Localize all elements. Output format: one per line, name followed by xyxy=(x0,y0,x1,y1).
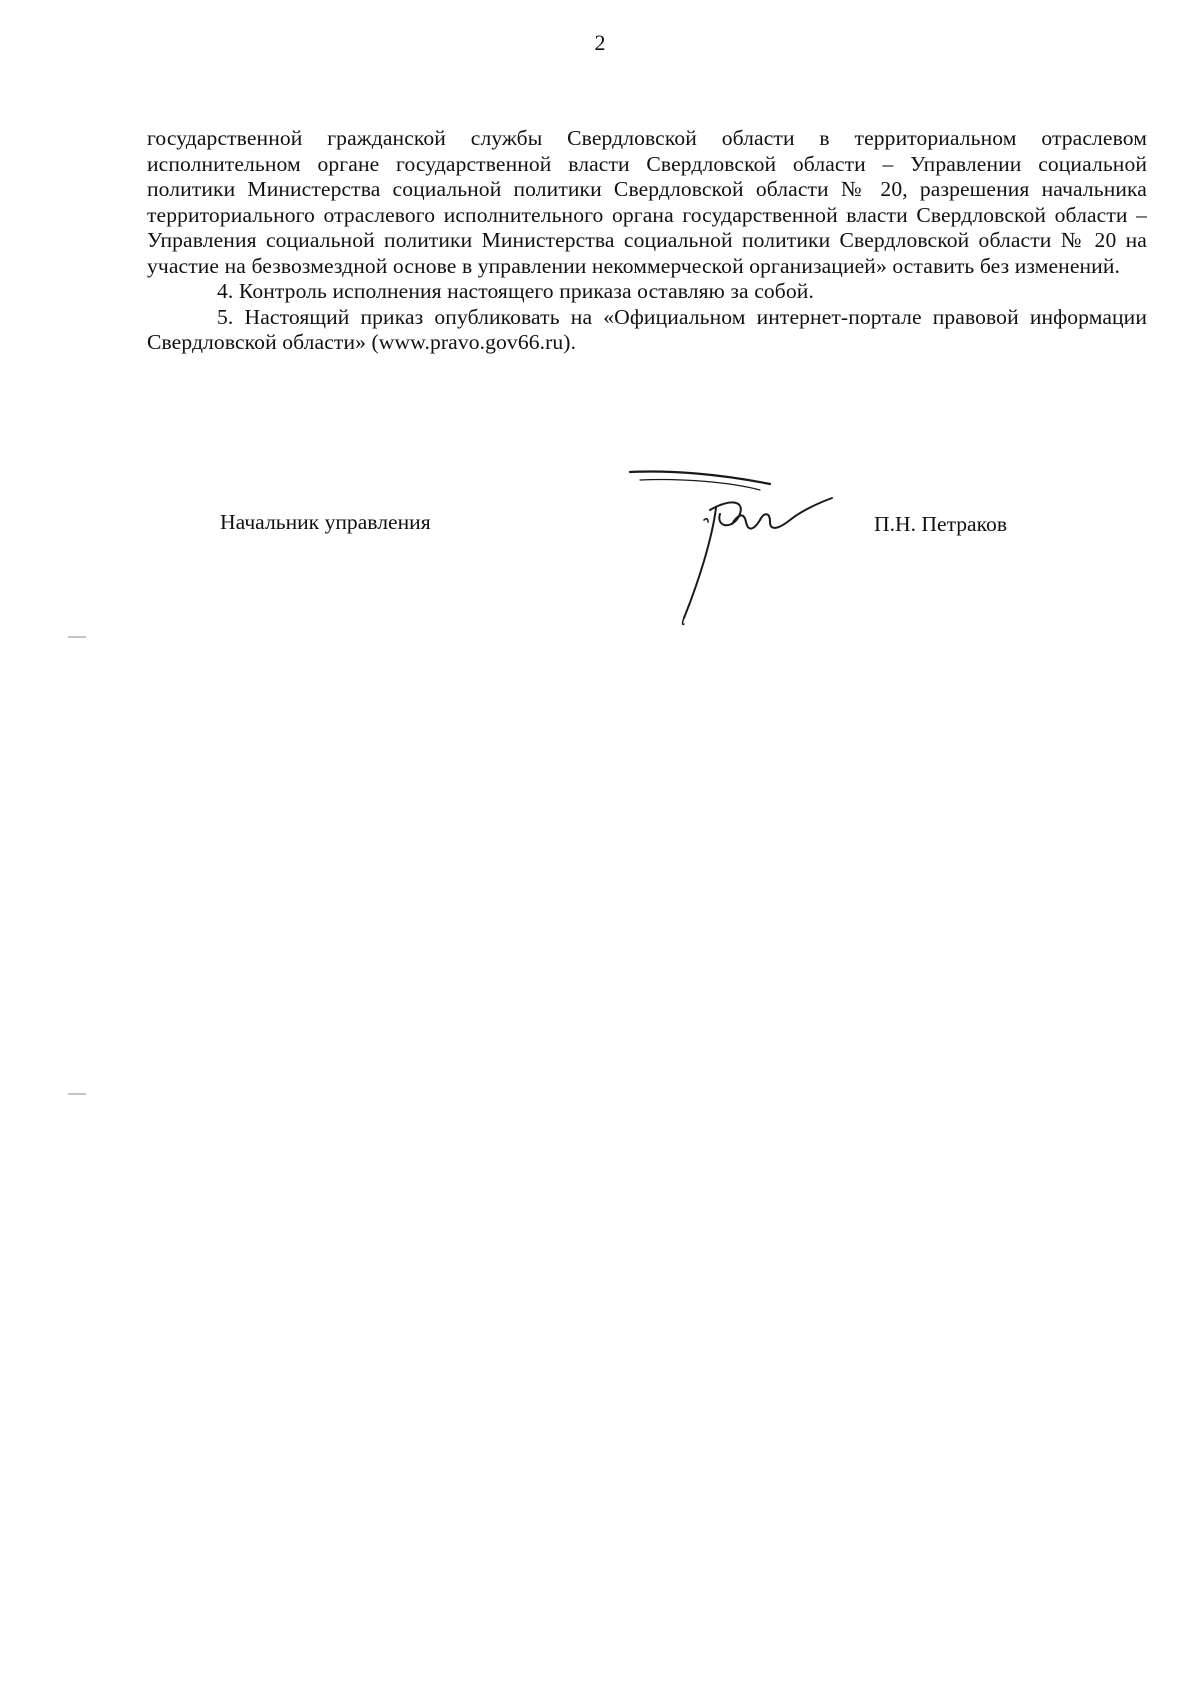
signature-block xyxy=(0,478,1200,638)
paragraph-item-4: 4. Контроль исполнения настоящего приказа оставляю за собой. xyxy=(217,279,814,303)
document-body xyxy=(147,126,1147,356)
scan-artifact-mark xyxy=(68,1093,86,1095)
scan-artifact-mark xyxy=(68,636,86,638)
page-number: 2 xyxy=(594,30,606,55)
handwritten-signature xyxy=(620,468,850,628)
signer-position: Начальник управления xyxy=(220,510,431,534)
paragraph-item-5: 5. Настоящий приказ опубликовать на «Официальном интернет-портале правовой информации Свердловской области» (www.pravo.gov66.ru). xyxy=(147,304,1147,354)
signer-name: П.Н. Петраков xyxy=(874,512,1008,536)
paragraph-continuation: государственной гражданской службы Свердловской области в территориальном отраслевом исполнительном органе государственной власти Свердловской области – Управлении социальной политики Министерства социальной политики Свердловской области № 20, разрешения начальника территориального отраслевого исполнительного органа государственной власти Свердловской области – Управления социальной политики Министерства социальной политики Свердловской области № 20 на участие на безвозмездной основе в управлении некоммерческой организацией» оставить без изменений. xyxy=(147,126,1147,278)
